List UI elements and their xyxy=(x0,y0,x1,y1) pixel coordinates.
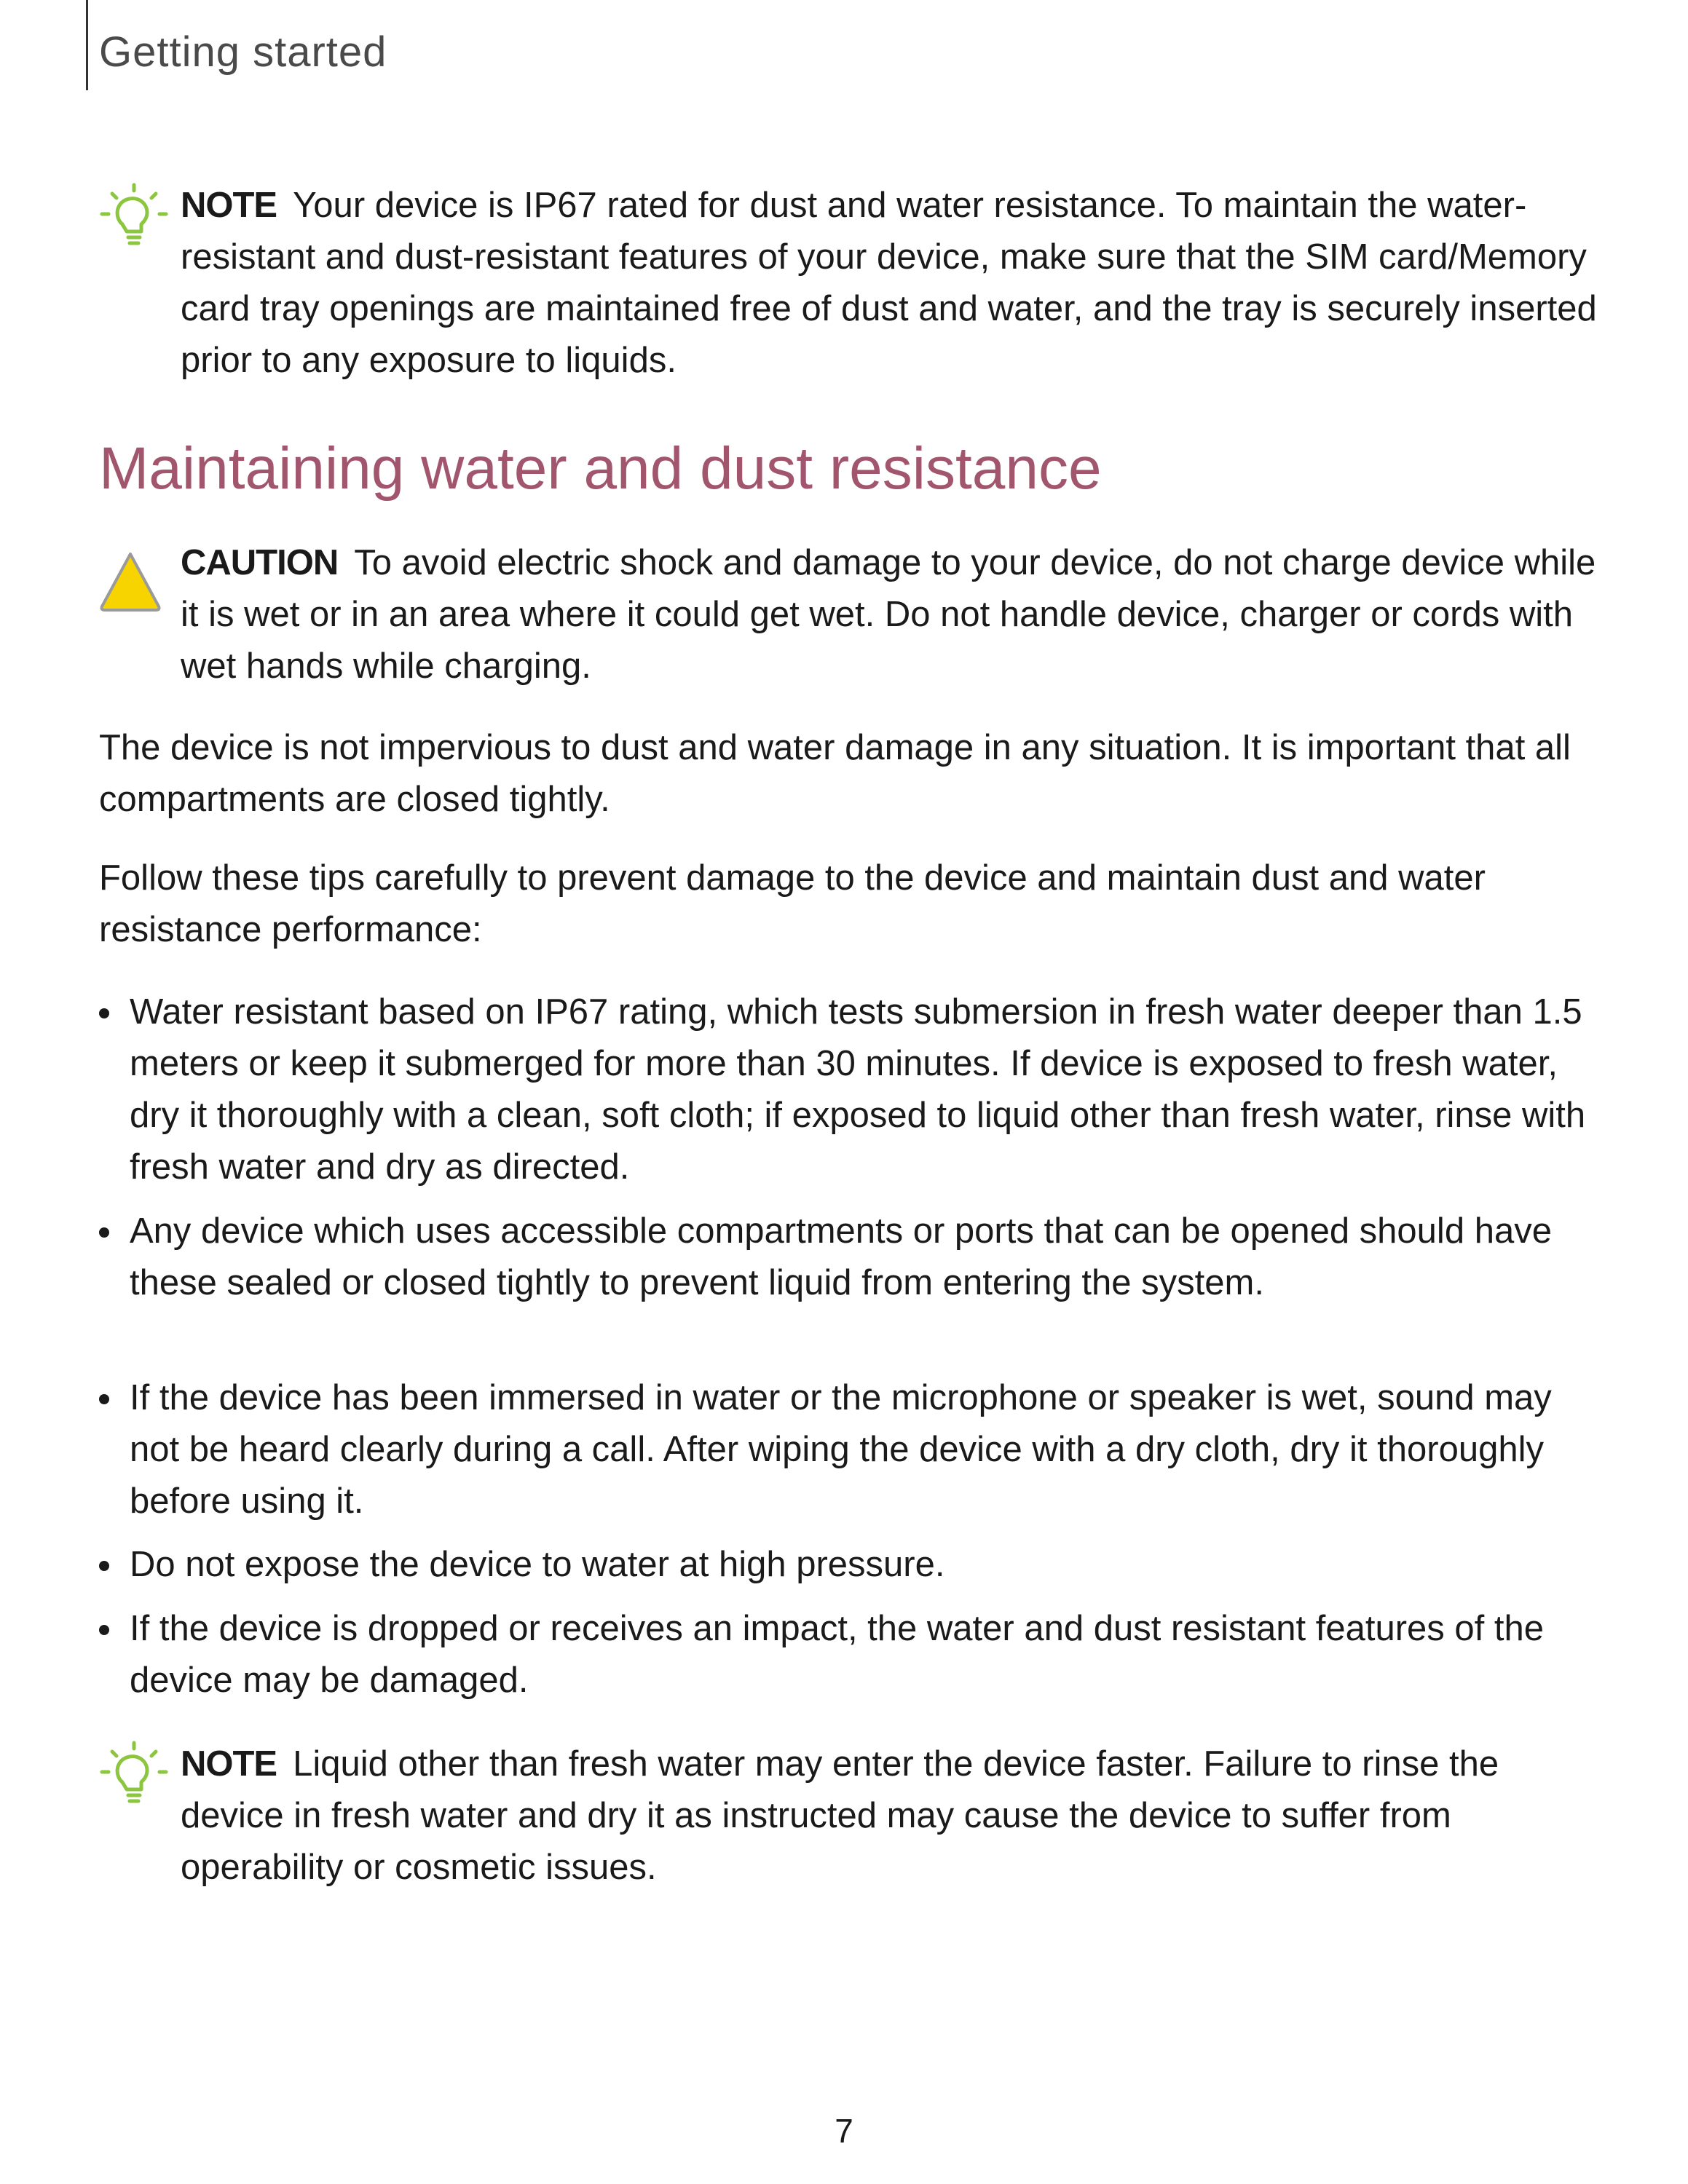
tips-paragraph: Follow these tips carefully to prevent damage to the device and maintain dust and water resistance performance: xyxy=(99,858,1486,949)
page-number: 7 xyxy=(835,2112,853,2150)
note-text: Your device is IP67 rated for dust and water resistance. To maintain the water-resistant and dust-resistant features of your device, make sure that the SIM card/Memory card tray openings are maintained free of dust and water, and the tray is securely inserted prior to any exposure to liquids. xyxy=(181,186,1597,380)
bullet-marker xyxy=(99,1561,109,1571)
list-item: If the device is dropped or receives an impact, the water and dust resistant features of the device may be damaged. xyxy=(130,1609,1545,1700)
list-item: Do not expose the device to water at high pressure. xyxy=(130,1545,945,1584)
section-heading: Maintaining water and dust resistance xyxy=(99,435,1102,502)
list-item: If the device has been immersed in water or the microphone or speaker is wet, sound may not be heard clearly during a call. After wiping the device with a dry cloth, dry it thoroughly before using it. xyxy=(130,1378,1552,1521)
caution-label: CAUTION xyxy=(181,543,339,582)
caution-text: To avoid electric shock and damage to your device, do not charge device while it is wet or in an area where it could get wet. Do not handle device, charger or cords with wet hands while charging. xyxy=(181,543,1596,686)
note-callout xyxy=(181,180,1601,387)
bullet-marker xyxy=(99,1394,109,1404)
caution-callout xyxy=(181,537,1601,692)
bullet-marker xyxy=(99,1625,109,1635)
warning-triangle-icon xyxy=(98,550,163,617)
list-item: Water resistant based on IP67 rating, which tests submersion in fresh water deeper than 1.5 meters or keep it submerged for more than 30 minutes. If device is exposed to fresh water, dry it thoroughly with a clean, soft cloth; if exposed to liquid other than fresh water, rinse with fresh water and dry as directed. xyxy=(130,992,1586,1187)
header-divider xyxy=(86,0,88,90)
bullet-marker xyxy=(99,1227,109,1238)
lightbulb-icon xyxy=(98,182,170,258)
lightbulb-icon xyxy=(98,1740,170,1816)
list-item: Any device which uses accessible compartments or ports that can be opened should have these sealed or closed tightly to prevent liquid from entering the system. xyxy=(130,1211,1552,1302)
header-title: Getting started xyxy=(99,28,387,76)
note-label: NOTE xyxy=(181,186,277,225)
bullet-marker xyxy=(99,1008,109,1018)
note-callout xyxy=(181,1738,1601,1894)
note-text: Liquid other than fresh water may enter the device faster. Failure to rinse the device in fresh water and dry it as instructed may cause the device to suffer from operability or cosmetic issues. xyxy=(181,1744,1499,1887)
intro-paragraph: The device is not impervious to dust and water damage in any situation. It is important that all compartments are closed tightly. xyxy=(99,728,1571,819)
note-label: NOTE xyxy=(181,1744,277,1784)
